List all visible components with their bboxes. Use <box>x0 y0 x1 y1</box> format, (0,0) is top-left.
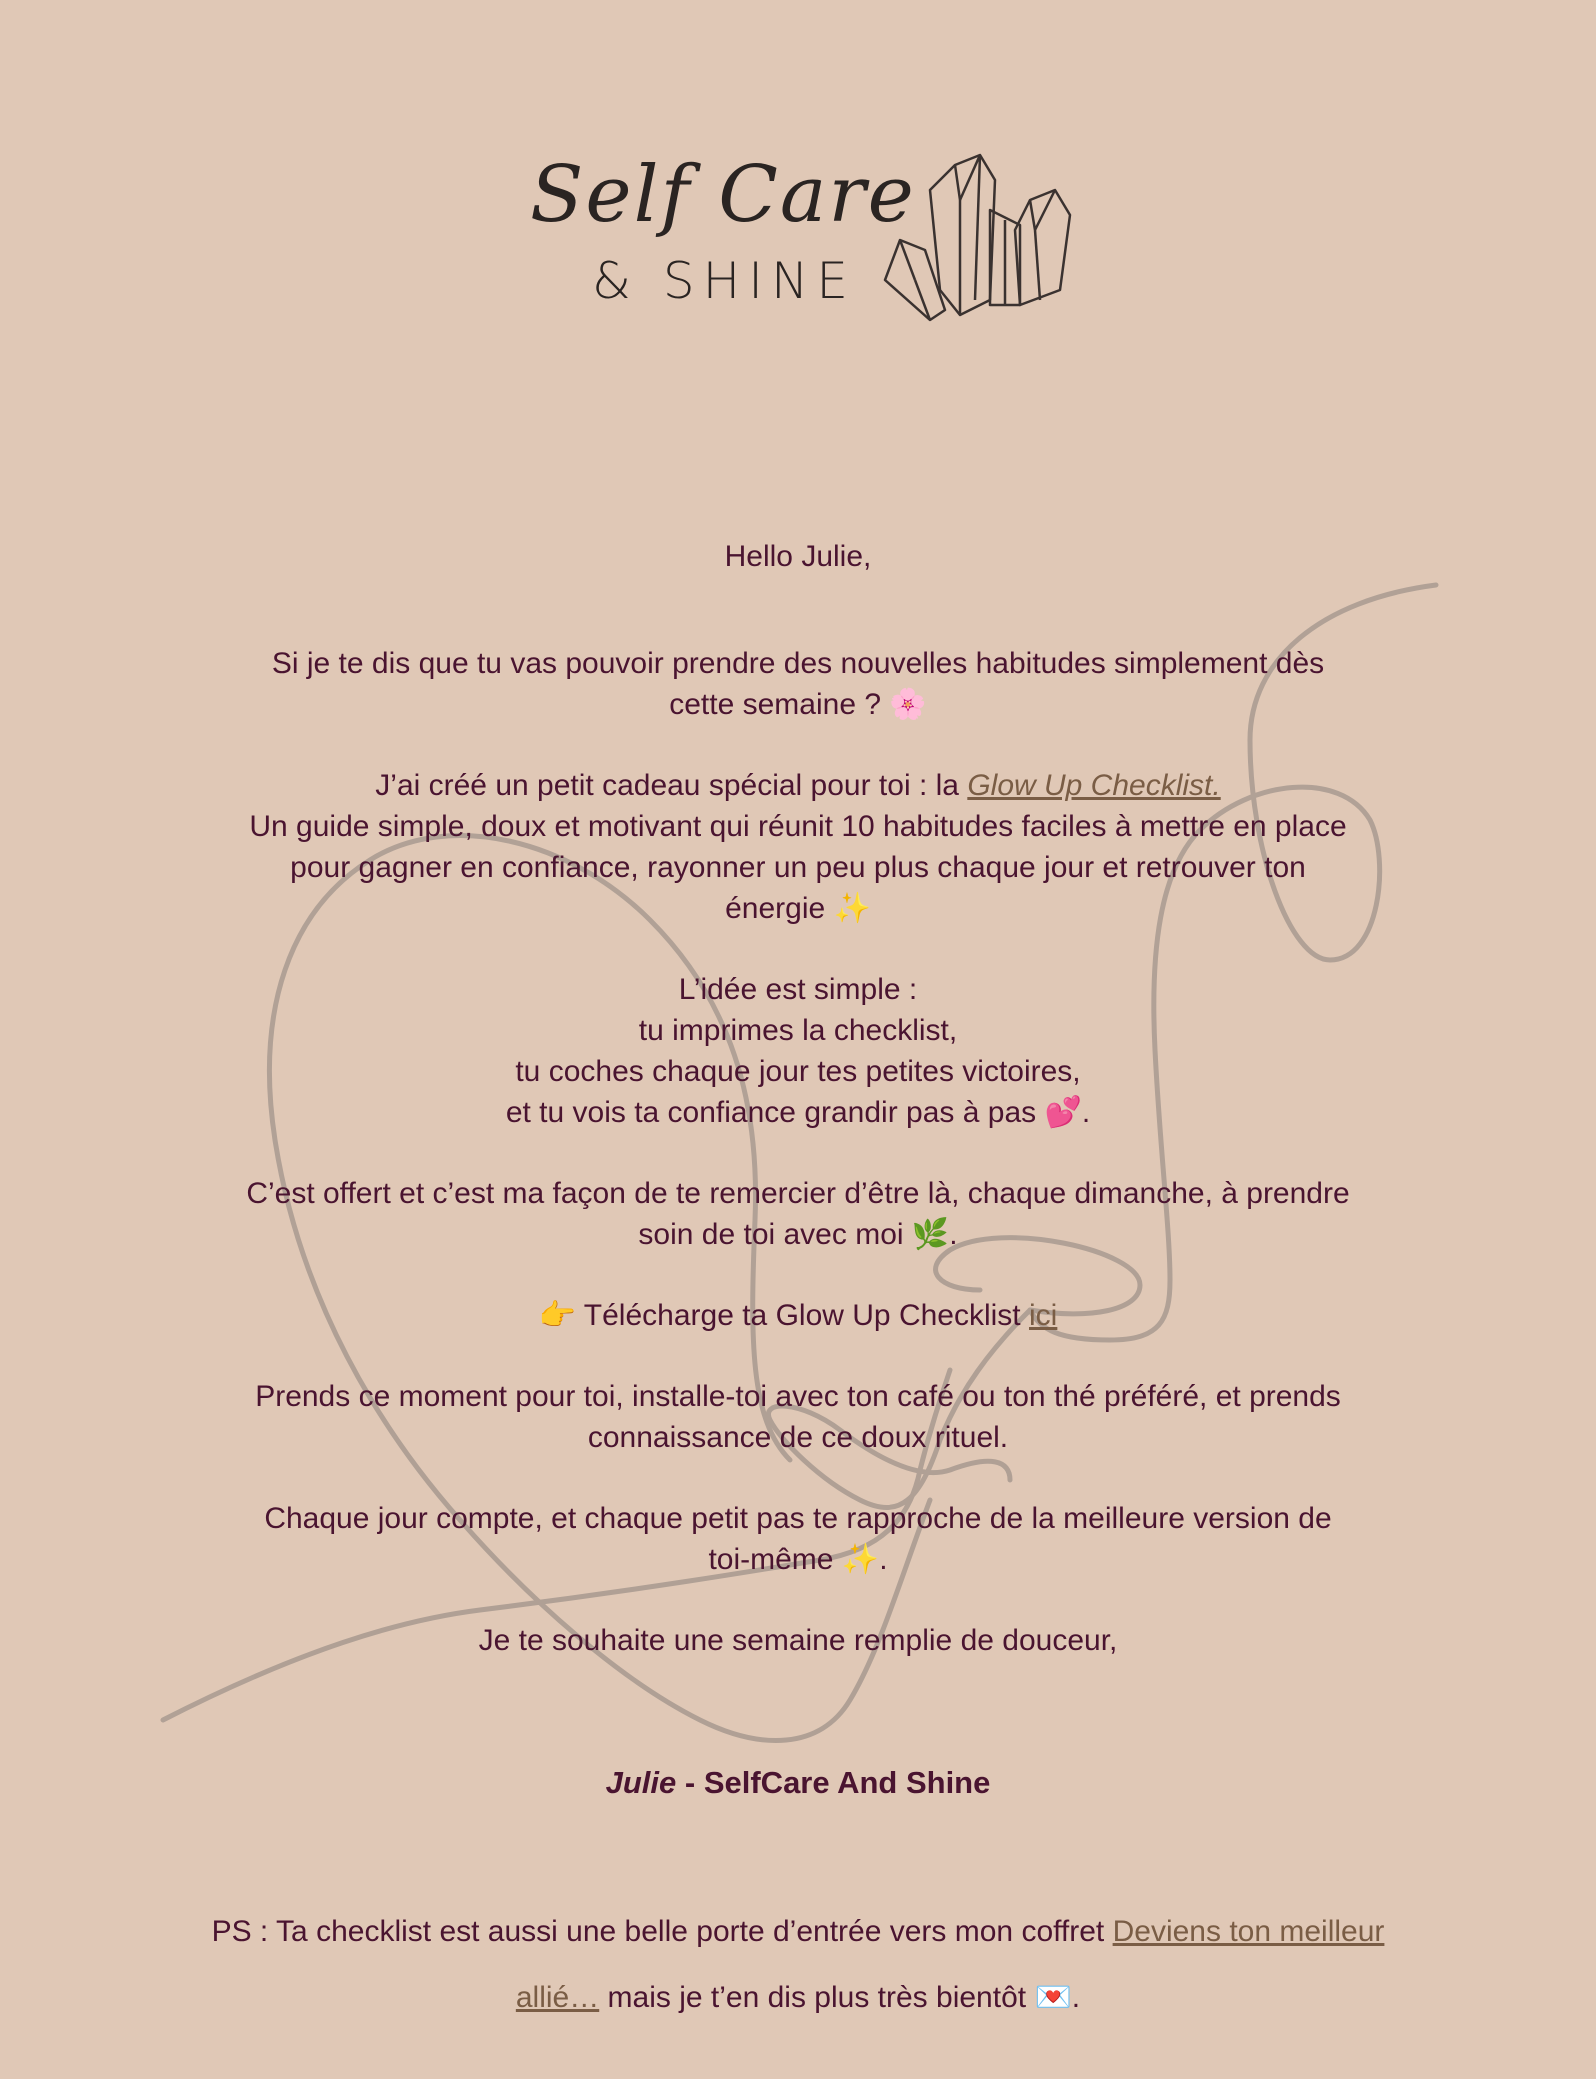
crystal-icon <box>870 140 1080 330</box>
paragraph-text: connaissance de ce doux rituel. <box>587 1421 1009 1454</box>
paragraph-text: tu coches chaque jour tes petites victoires, <box>515 1055 1081 1088</box>
paragraph-text: pour gagner en confiance, rayonner un peu plus chaque jour et retrouver ton <box>290 851 1306 884</box>
logo-sub-text: & SHINE <box>592 252 856 310</box>
paragraph-text: soin de toi avec moi <box>638 1218 904 1251</box>
paragraph-text: J’ai créé un petit cadeau spécial pour toi : la <box>375 769 968 802</box>
paragraph-text: Prends ce moment pour toi, installe-toi avec ton café ou ton thé préféré, et prends <box>255 1380 1341 1413</box>
closing-line: Je te souhaite une semaine remplie de douceur, <box>478 1624 1118 1657</box>
two-hearts-icon: 💕 <box>1044 1095 1082 1130</box>
brand-logo <box>520 130 1080 330</box>
paragraph-gift <box>200 765 1396 929</box>
paragraph-text: tu imprimes la checklist, <box>638 1014 958 1047</box>
paragraph-text: Chaque jour compte, et chaque petit pas te rapproche de la meilleure version de <box>264 1502 1332 1535</box>
email-body <box>200 536 1396 2031</box>
postscript: PS : Ta checklist est aussi une belle porte d’entrée vers mon coffret Deviens ton meilleur allié… mais je t’en dis plus très bientôt 💌. <box>211 1915 1385 2015</box>
paragraph-text: Un guide simple, doux et motivant qui réunit 10 habitudes faciles à mettre en place <box>249 810 1347 843</box>
coffret-link[interactable]: Deviens ton meilleur allié… <box>515 1915 1385 2014</box>
ps-text: PS : Ta checklist est aussi une belle porte d’entrée vers mon coffret <box>211 1915 1113 1948</box>
love-letter-icon: 💌 <box>1034 1980 1072 2015</box>
glow-up-checklist-link[interactable]: Glow Up Checklist. <box>967 769 1221 802</box>
pointing-hand-icon: 👉 <box>538 1298 576 1333</box>
sparkles-icon: ✨ <box>833 891 871 926</box>
herb-icon: 🌿 <box>911 1217 950 1252</box>
paragraph-text: L’idée est simple : <box>678 973 918 1006</box>
cta-text: Télécharge ta Glow Up Checklist <box>583 1299 1021 1332</box>
paragraph-text: Si je te dis que tu vas pouvoir prendre des nouvelles habitudes simplement dès <box>271 647 1325 680</box>
paragraph-text: cette semaine ? <box>669 688 882 721</box>
paragraph-motivation: Chaque jour compte, et chaque petit pas te rapproche de la meilleure version de toi-même ✨. <box>264 1502 1332 1577</box>
signature <box>200 1762 1396 1803</box>
download-link[interactable]: ici <box>1029 1299 1058 1332</box>
paragraph-text: énergie <box>725 892 826 925</box>
signature-name: Julie <box>605 1765 677 1800</box>
paragraph-intro <box>200 643 1396 725</box>
paragraph-cta <box>200 1295 1396 1336</box>
paragraph-text: toi-même <box>708 1543 834 1576</box>
ps-text-end: mais je t’en dis plus très bientôt <box>599 1981 1027 2014</box>
logo-script-text: Self Care <box>530 150 916 240</box>
paragraph-text: C’est offert et c’est ma façon de te remercier d’être là, chaque dimanche, à prendre <box>246 1177 1350 1210</box>
flower-icon: 🌸 <box>889 687 927 722</box>
paragraph-text: et tu vois ta confiance grandir pas à pas <box>505 1096 1037 1129</box>
greeting: Hello Julie, <box>724 540 872 573</box>
paragraph-offer: C’est offert et c’est ma façon de te remercier d’être là, chaque dimanche, à prendre soin de toi avec moi 🌿. <box>246 1177 1350 1252</box>
paragraph-moment <box>200 1376 1396 1458</box>
paragraph-steps: L’idée est simple : tu imprimes la checklist, tu coches chaque jour tes petites victoires, et tu vois ta confiance grandir pas à pas 💕. <box>505 973 1091 1130</box>
signature-brand: - SelfCare And Shine <box>676 1765 991 1800</box>
sparkles-icon: ✨ <box>841 1542 880 1577</box>
